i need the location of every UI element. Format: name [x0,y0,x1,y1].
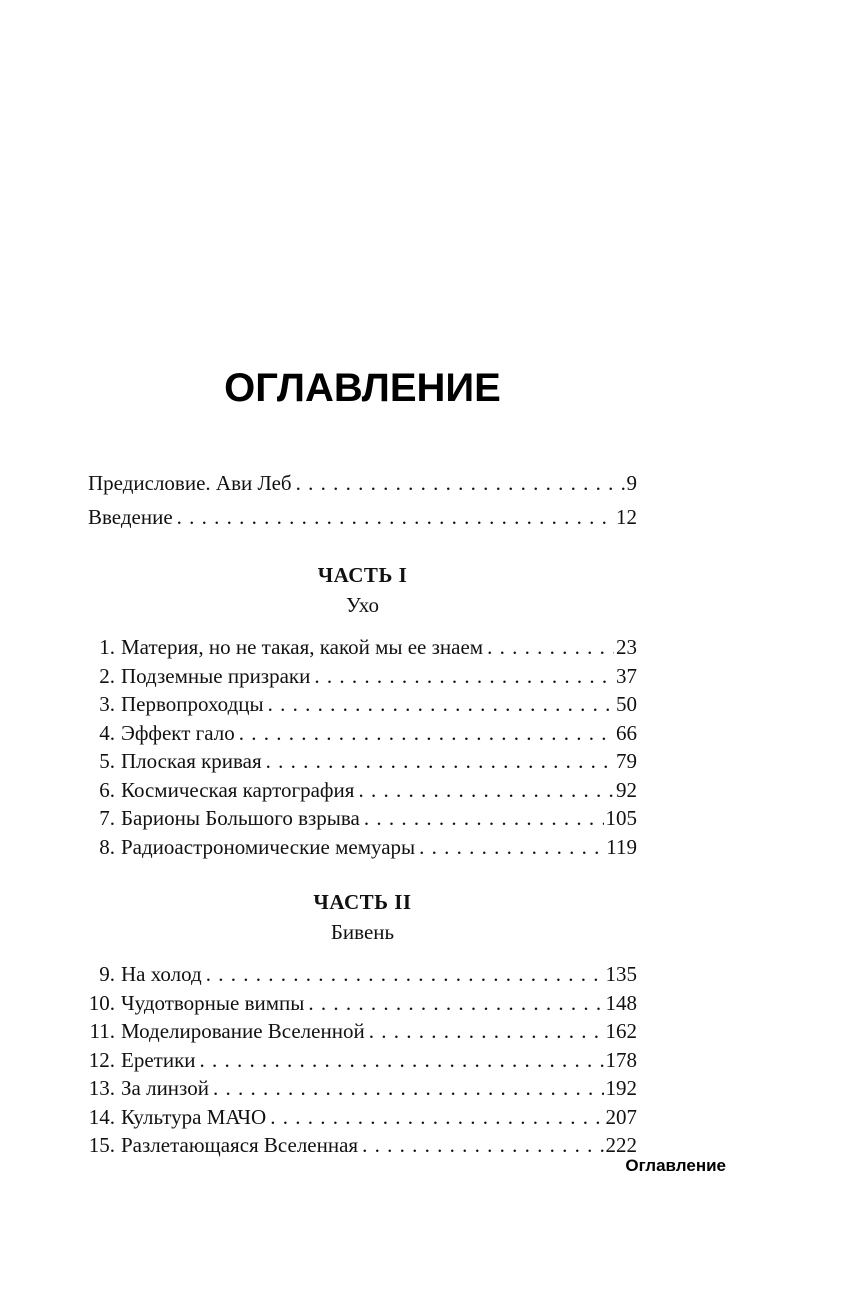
entry-label: Моделирование Вселенной [121,1019,365,1043]
entry-page: 12 [616,505,637,529]
dot-leader [270,1103,603,1132]
toc-entry [88,633,637,662]
entry-page: 79 [616,749,637,773]
entry-label: Плоская кривая [121,749,262,773]
dot-leader [358,776,614,805]
entry-number: 10. [88,990,115,1015]
entry-page: 92 [616,777,637,802]
toc-entry [88,1131,637,1160]
toc-part-2-items [88,960,637,1160]
dot-leader [314,662,614,691]
toc-entry [88,1103,637,1132]
entry-number: 12. [88,1047,115,1072]
toc-entry [88,662,637,691]
dot-leader [177,500,614,534]
entry-label: Культура МАЧО [121,1104,267,1129]
toc-entry [88,690,637,719]
entry-page: 9 [626,471,637,495]
dot-leader [206,960,604,989]
front-matter-list [88,466,637,534]
toc-entry [88,1046,637,1075]
entry-number: 14. [88,1104,115,1129]
part-heading: ЧАСТЬ II [313,890,412,914]
dot-leader [266,747,614,776]
part-heading: ЧАСТЬ I [317,563,408,587]
entry-label: Барионы Большого взрыва [121,806,360,830]
dot-leader [487,633,614,662]
toc-page [88,0,637,1160]
entry-number: 13. [88,1076,115,1100]
entry-page: 119 [606,834,637,859]
entry-page: 222 [605,1133,637,1157]
toc-entry [88,500,637,534]
entry-label: За линзой [121,1076,209,1100]
entry-page: 66 [616,720,637,745]
toc-part-2 [88,887,637,1160]
entry-number: 2. [99,663,115,688]
dot-leader [369,1017,604,1046]
entry-page: 148 [605,990,637,1015]
dot-leader [200,1046,604,1075]
entry-number: 3. [99,692,115,716]
toc-entry [88,719,637,748]
dot-leader [419,833,604,862]
dot-leader [296,466,625,500]
entry-label: Подземные призраки [121,663,311,688]
entry-label: Первопроходцы [121,692,264,716]
dot-leader [213,1074,604,1103]
dot-leader [362,1131,603,1160]
entry-page: 192 [605,1076,637,1100]
entry-label: Разлетающаяся Вселенная [121,1133,359,1157]
entry-page: 207 [605,1104,637,1129]
entry-label: Еретики [121,1047,196,1072]
entry-label: Чудотворные вимпы [121,990,305,1015]
toc-entry [88,833,637,862]
entry-page: 23 [616,635,637,659]
entry-label: Радиоастрономические мемуары [121,834,416,859]
toc-entry [88,466,637,500]
entry-page: 135 [605,962,637,986]
entry-label: Материя, но не такая, какой мы ее знаем [121,635,484,659]
entry-number: 5. [99,749,115,773]
entry-number: 7. [99,806,115,830]
entry-number: 11. [89,1019,115,1043]
entry-number: 15. [88,1133,115,1157]
running-footer: Оглавление [625,1156,726,1175]
entry-number: 4. [99,720,115,745]
toc-part-1 [88,560,637,861]
entry-label: На холод [121,962,202,986]
page-title: ОГЛАВЛЕНИЕ [224,366,501,410]
part-subheading: Бивень [330,920,395,944]
entry-page: 37 [616,663,637,688]
dot-leader [308,989,603,1018]
entry-number: 9. [99,962,115,986]
part-subheading: Ухо [346,593,379,617]
entry-page: 50 [616,692,637,716]
entry-page: 105 [605,806,637,830]
entry-number: 1. [99,635,115,659]
entry-page: 178 [605,1047,637,1072]
entry-label: Эффект гало [121,720,235,745]
entry-page: 162 [605,1019,637,1043]
dot-leader [364,804,604,833]
toc-entry [88,960,637,989]
entry-number: 6. [99,777,115,802]
toc-part-1-items [88,633,637,861]
dot-leader [239,719,614,748]
toc-entry [88,1074,637,1103]
toc-entry [88,1017,637,1046]
toc-entry [88,747,637,776]
entry-label: Введение [88,505,173,529]
entry-label: Космическая картография [121,777,355,802]
dot-leader [268,690,614,719]
entry-number: 8. [99,834,115,859]
toc-entry [88,989,637,1018]
entry-label: Предисловие. Ави Леб [88,471,292,495]
toc-entry [88,804,637,833]
toc-entry [88,776,637,805]
